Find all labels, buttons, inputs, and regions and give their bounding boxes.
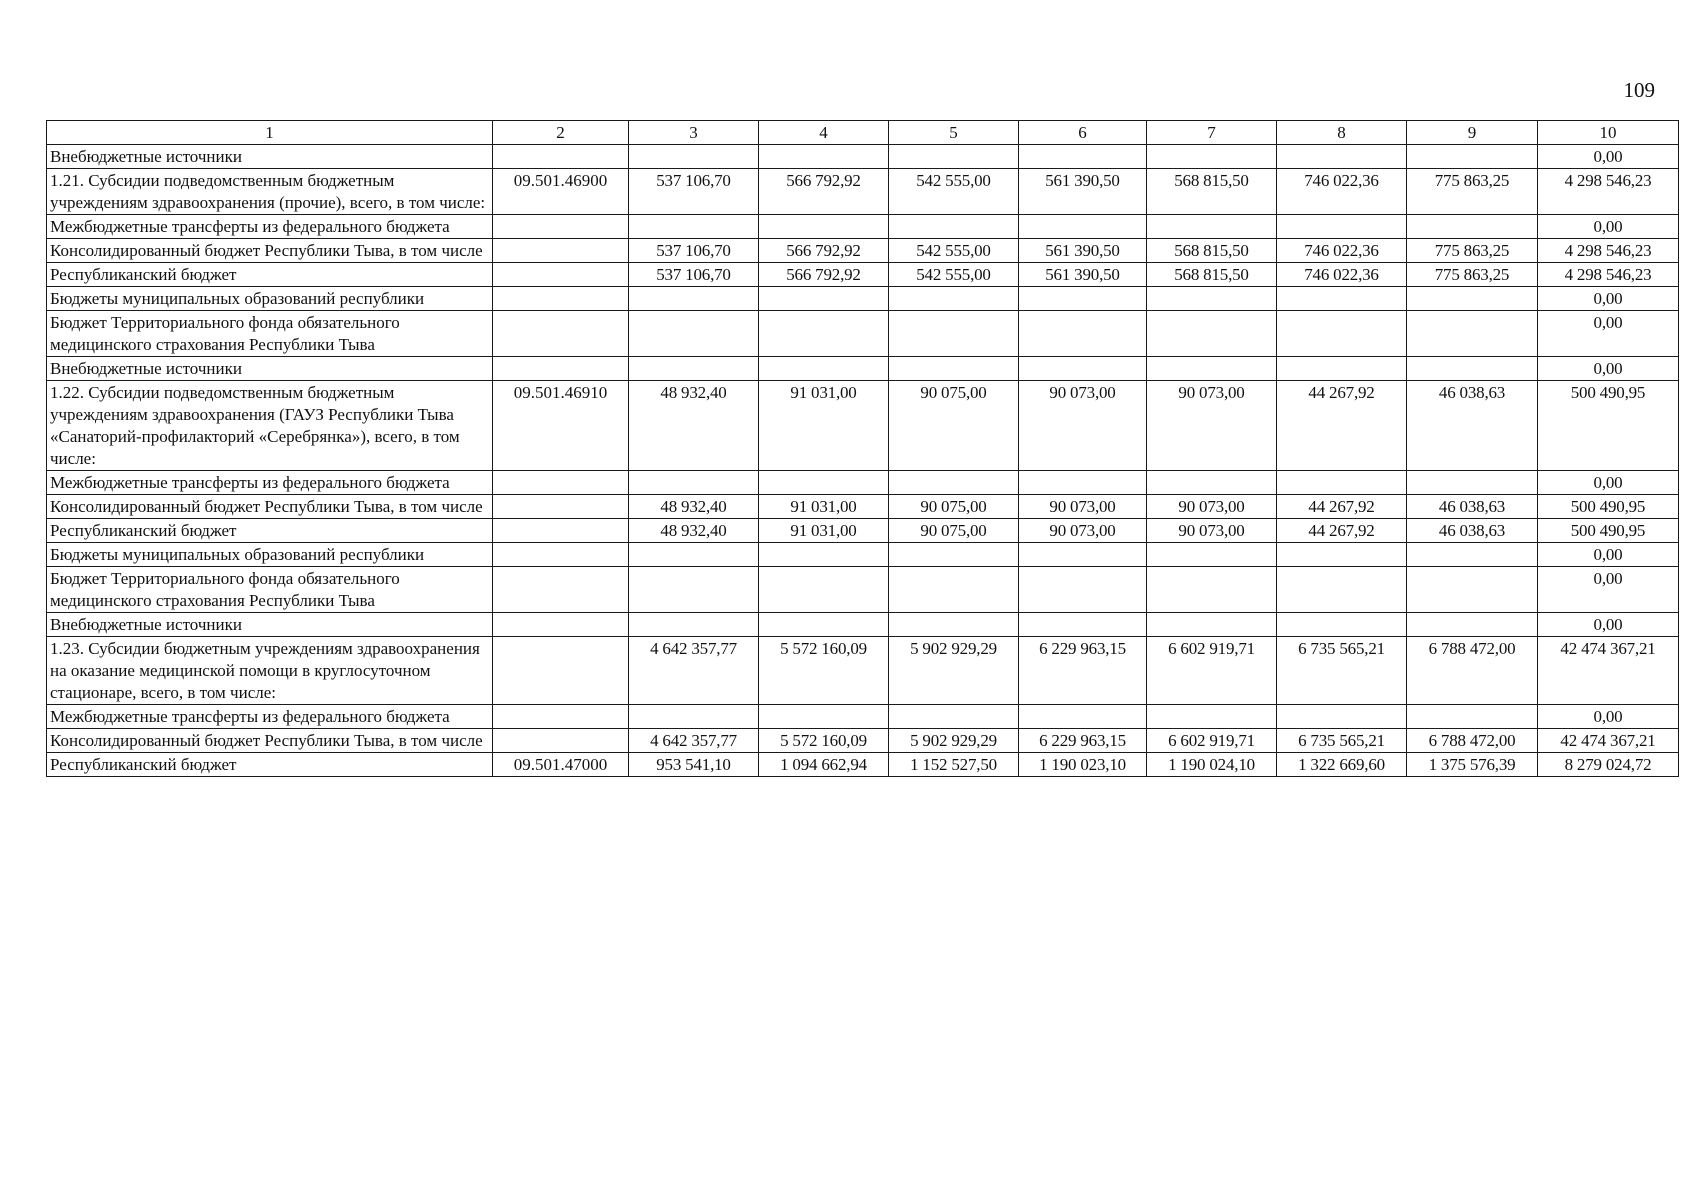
row-value: 1 322 669,60	[1277, 753, 1407, 777]
row-value: 746 022,36	[1277, 169, 1407, 215]
row-value	[629, 215, 759, 239]
row-value: 6 602 919,71	[1147, 637, 1277, 705]
column-header: 8	[1277, 121, 1407, 145]
row-value	[1407, 145, 1538, 169]
row-value	[1277, 357, 1407, 381]
table-row	[47, 239, 1679, 263]
row-value	[1407, 287, 1538, 311]
row-value: 4 642 357,77	[629, 637, 759, 705]
row-value	[889, 705, 1019, 729]
row-value: 542 555,00	[889, 239, 1019, 263]
row-value: 90 073,00	[1147, 519, 1277, 543]
row-value	[759, 145, 889, 169]
row-value: 775 863,25	[1407, 169, 1538, 215]
row-value: 6 735 565,21	[1277, 729, 1407, 753]
table-row	[47, 169, 1679, 215]
row-code	[493, 263, 629, 287]
row-value	[1019, 215, 1147, 239]
row-value: 537 106,70	[629, 263, 759, 287]
row-value: 46 038,63	[1407, 381, 1538, 471]
column-header: 1	[47, 121, 493, 145]
row-value: 6 602 919,71	[1147, 729, 1277, 753]
column-header: 4	[759, 121, 889, 145]
row-value	[889, 613, 1019, 637]
row-value: 6 788 472,00	[1407, 729, 1538, 753]
row-label: 1.23. Субсидии бюджетным учреждениям здравоохранения на оказание медицинской помощи в круглосуточном стационаре, всего, в том числе:	[47, 637, 493, 705]
table-row	[47, 263, 1679, 287]
row-value: 1 152 527,50	[889, 753, 1019, 777]
row-code	[493, 215, 629, 239]
row-label: Консолидированный бюджет Республики Тыва, в том числе	[47, 239, 493, 263]
row-value: 91 031,00	[759, 495, 889, 519]
row-value	[759, 705, 889, 729]
row-label: Республиканский бюджет	[47, 519, 493, 543]
row-value: 48 932,40	[629, 381, 759, 471]
row-total: 4 298 546,23	[1538, 169, 1679, 215]
row-value	[629, 311, 759, 357]
row-value: 1 190 024,10	[1147, 753, 1277, 777]
table-row	[47, 543, 1679, 567]
row-value: 90 075,00	[889, 381, 1019, 471]
row-label: Консолидированный бюджет Республики Тыва, в том числе	[47, 729, 493, 753]
row-value	[1147, 215, 1277, 239]
row-value: 775 863,25	[1407, 263, 1538, 287]
table-row	[47, 495, 1679, 519]
row-value	[1147, 145, 1277, 169]
row-value	[1019, 705, 1147, 729]
row-total: 0,00	[1538, 613, 1679, 637]
row-value	[1147, 287, 1277, 311]
row-value: 91 031,00	[759, 381, 889, 471]
table-body	[47, 145, 1679, 777]
row-value	[1147, 357, 1277, 381]
row-value: 542 555,00	[889, 263, 1019, 287]
table-row	[47, 613, 1679, 637]
row-value: 44 267,92	[1277, 495, 1407, 519]
table-row	[47, 519, 1679, 543]
row-value	[1019, 287, 1147, 311]
row-value	[1407, 543, 1538, 567]
row-value: 953 541,10	[629, 753, 759, 777]
row-total: 0,00	[1538, 357, 1679, 381]
row-value: 46 038,63	[1407, 519, 1538, 543]
row-label: 1.21. Субсидии подведомственным бюджетным учреждениям здравоохранения (прочие), всего, в том числе:	[47, 169, 493, 215]
row-value	[1019, 145, 1147, 169]
row-value: 90 073,00	[1147, 381, 1277, 471]
row-value	[1277, 543, 1407, 567]
column-header: 7	[1147, 121, 1277, 145]
row-value	[1019, 543, 1147, 567]
row-value: 537 106,70	[629, 169, 759, 215]
row-value: 1 094 662,94	[759, 753, 889, 777]
row-value: 746 022,36	[1277, 239, 1407, 263]
row-value	[1407, 705, 1538, 729]
row-value: 6 229 963,15	[1019, 729, 1147, 753]
table-row	[47, 381, 1679, 471]
row-label: Межбюджетные трансферты из федерального бюджета	[47, 705, 493, 729]
table-row	[47, 567, 1679, 613]
row-label: Внебюджетные источники	[47, 145, 493, 169]
row-code	[493, 705, 629, 729]
row-code	[493, 287, 629, 311]
row-value: 1 190 023,10	[1019, 753, 1147, 777]
row-total: 0,00	[1538, 543, 1679, 567]
row-value	[1147, 543, 1277, 567]
row-value	[629, 543, 759, 567]
row-value	[759, 543, 889, 567]
table-row	[47, 145, 1679, 169]
row-code	[493, 613, 629, 637]
row-code	[493, 637, 629, 705]
column-header: 3	[629, 121, 759, 145]
row-value	[759, 357, 889, 381]
row-value: 5 572 160,09	[759, 637, 889, 705]
row-value: 6 229 963,15	[1019, 637, 1147, 705]
row-value: 90 073,00	[1019, 519, 1147, 543]
row-value	[759, 613, 889, 637]
row-value	[889, 287, 1019, 311]
column-header: 10	[1538, 121, 1679, 145]
row-code	[493, 495, 629, 519]
row-value: 568 815,50	[1147, 169, 1277, 215]
row-value: 1 375 576,39	[1407, 753, 1538, 777]
row-value	[1019, 567, 1147, 613]
row-code	[493, 519, 629, 543]
row-value	[889, 215, 1019, 239]
row-value	[889, 145, 1019, 169]
row-value	[629, 471, 759, 495]
row-value	[889, 567, 1019, 613]
row-value: 566 792,92	[759, 263, 889, 287]
row-total: 4 298 546,23	[1538, 239, 1679, 263]
row-value	[629, 357, 759, 381]
table-row	[47, 471, 1679, 495]
row-total: 500 490,95	[1538, 519, 1679, 543]
row-total: 0,00	[1538, 567, 1679, 613]
row-code	[493, 239, 629, 263]
row-total: 8 279 024,72	[1538, 753, 1679, 777]
table-header-row	[47, 121, 1679, 145]
row-value: 568 815,50	[1147, 239, 1277, 263]
page-number: 109	[1623, 78, 1655, 102]
row-value	[1277, 567, 1407, 613]
row-code	[493, 471, 629, 495]
row-value	[1019, 311, 1147, 357]
row-value	[629, 567, 759, 613]
row-value: 566 792,92	[759, 239, 889, 263]
table-row	[47, 287, 1679, 311]
row-code	[493, 357, 629, 381]
table-row	[47, 753, 1679, 777]
row-label: Бюджеты муниципальных образований республики	[47, 543, 493, 567]
row-value	[1147, 567, 1277, 613]
row-value: 542 555,00	[889, 169, 1019, 215]
row-value: 90 073,00	[1147, 495, 1277, 519]
row-value: 746 022,36	[1277, 263, 1407, 287]
row-total: 0,00	[1538, 145, 1679, 169]
column-header: 6	[1019, 121, 1147, 145]
row-value: 568 815,50	[1147, 263, 1277, 287]
table-row	[47, 705, 1679, 729]
row-value: 566 792,92	[759, 169, 889, 215]
row-total: 0,00	[1538, 287, 1679, 311]
row-value	[1147, 471, 1277, 495]
budget-table	[46, 120, 1679, 777]
row-label: Межбюджетные трансферты из федерального бюджета	[47, 471, 493, 495]
row-label: Консолидированный бюджет Республики Тыва, в том числе	[47, 495, 493, 519]
row-value	[1147, 613, 1277, 637]
row-code	[493, 311, 629, 357]
row-total: 4 298 546,23	[1538, 263, 1679, 287]
row-value: 48 932,40	[629, 495, 759, 519]
row-value: 537 106,70	[629, 239, 759, 263]
row-total: 0,00	[1538, 311, 1679, 357]
row-code	[493, 145, 629, 169]
row-label: Бюджет Территориального фонда обязательного медицинского страхования Республики Тыва	[47, 311, 493, 357]
row-value	[1277, 613, 1407, 637]
row-value: 561 390,50	[1019, 239, 1147, 263]
row-label: Республиканский бюджет	[47, 263, 493, 287]
row-total: 500 490,95	[1538, 495, 1679, 519]
row-value: 48 932,40	[629, 519, 759, 543]
row-value	[1407, 357, 1538, 381]
row-value	[1019, 471, 1147, 495]
row-value	[1277, 705, 1407, 729]
row-value	[889, 543, 1019, 567]
row-value: 4 642 357,77	[629, 729, 759, 753]
row-total: 42 474 367,21	[1538, 729, 1679, 753]
row-code	[493, 543, 629, 567]
row-value	[889, 311, 1019, 357]
row-total: 0,00	[1538, 471, 1679, 495]
row-value	[1407, 215, 1538, 239]
row-label: Республиканский бюджет	[47, 753, 493, 777]
row-value	[889, 357, 1019, 381]
row-value: 5 572 160,09	[759, 729, 889, 753]
row-value: 90 073,00	[1019, 495, 1147, 519]
row-value	[1277, 287, 1407, 311]
table-row	[47, 637, 1679, 705]
column-header: 2	[493, 121, 629, 145]
row-label: Бюджеты муниципальных образований республики	[47, 287, 493, 311]
row-code	[493, 567, 629, 613]
row-value	[1147, 311, 1277, 357]
row-value	[1407, 471, 1538, 495]
row-value: 6 735 565,21	[1277, 637, 1407, 705]
row-value: 6 788 472,00	[1407, 637, 1538, 705]
row-value	[759, 215, 889, 239]
row-value	[629, 287, 759, 311]
row-value: 561 390,50	[1019, 263, 1147, 287]
row-value: 775 863,25	[1407, 239, 1538, 263]
row-value	[759, 567, 889, 613]
row-value	[1147, 705, 1277, 729]
row-value	[1277, 311, 1407, 357]
row-value: 5 902 929,29	[889, 729, 1019, 753]
column-header: 9	[1407, 121, 1538, 145]
row-value: 5 902 929,29	[889, 637, 1019, 705]
row-value	[629, 145, 759, 169]
column-header: 5	[889, 121, 1019, 145]
row-value: 44 267,92	[1277, 519, 1407, 543]
row-value	[1407, 567, 1538, 613]
row-value	[1277, 215, 1407, 239]
row-value	[759, 287, 889, 311]
row-value	[759, 311, 889, 357]
row-value	[1019, 613, 1147, 637]
row-code: 09.501.46900	[493, 169, 629, 215]
row-total: 0,00	[1538, 215, 1679, 239]
row-value: 90 073,00	[1019, 381, 1147, 471]
row-code: 09.501.47000	[493, 753, 629, 777]
table-row	[47, 729, 1679, 753]
row-value	[629, 613, 759, 637]
row-label: 1.22. Субсидии подведомственным бюджетным учреждениям здравоохранения (ГАУЗ Республики Тыва «Санаторий-профилакторий «Серебрянка»), всего, в том числе:	[47, 381, 493, 471]
row-value: 46 038,63	[1407, 495, 1538, 519]
table-row	[47, 357, 1679, 381]
row-total: 500 490,95	[1538, 381, 1679, 471]
row-value: 561 390,50	[1019, 169, 1147, 215]
row-value: 91 031,00	[759, 519, 889, 543]
row-label: Внебюджетные источники	[47, 357, 493, 381]
row-value	[1407, 613, 1538, 637]
row-total: 42 474 367,21	[1538, 637, 1679, 705]
row-total: 0,00	[1538, 705, 1679, 729]
row-value	[1277, 471, 1407, 495]
row-value	[759, 471, 889, 495]
row-value	[629, 705, 759, 729]
row-value	[889, 471, 1019, 495]
row-value	[1407, 311, 1538, 357]
row-value: 44 267,92	[1277, 381, 1407, 471]
row-value	[1277, 145, 1407, 169]
row-code	[493, 729, 629, 753]
row-label: Внебюджетные источники	[47, 613, 493, 637]
table-row	[47, 215, 1679, 239]
row-value: 90 075,00	[889, 495, 1019, 519]
row-label: Межбюджетные трансферты из федерального бюджета	[47, 215, 493, 239]
row-label: Бюджет Территориального фонда обязательного медицинского страхования Республики Тыва	[47, 567, 493, 613]
row-code: 09.501.46910	[493, 381, 629, 471]
row-value: 90 075,00	[889, 519, 1019, 543]
table-row	[47, 311, 1679, 357]
row-value	[1019, 357, 1147, 381]
